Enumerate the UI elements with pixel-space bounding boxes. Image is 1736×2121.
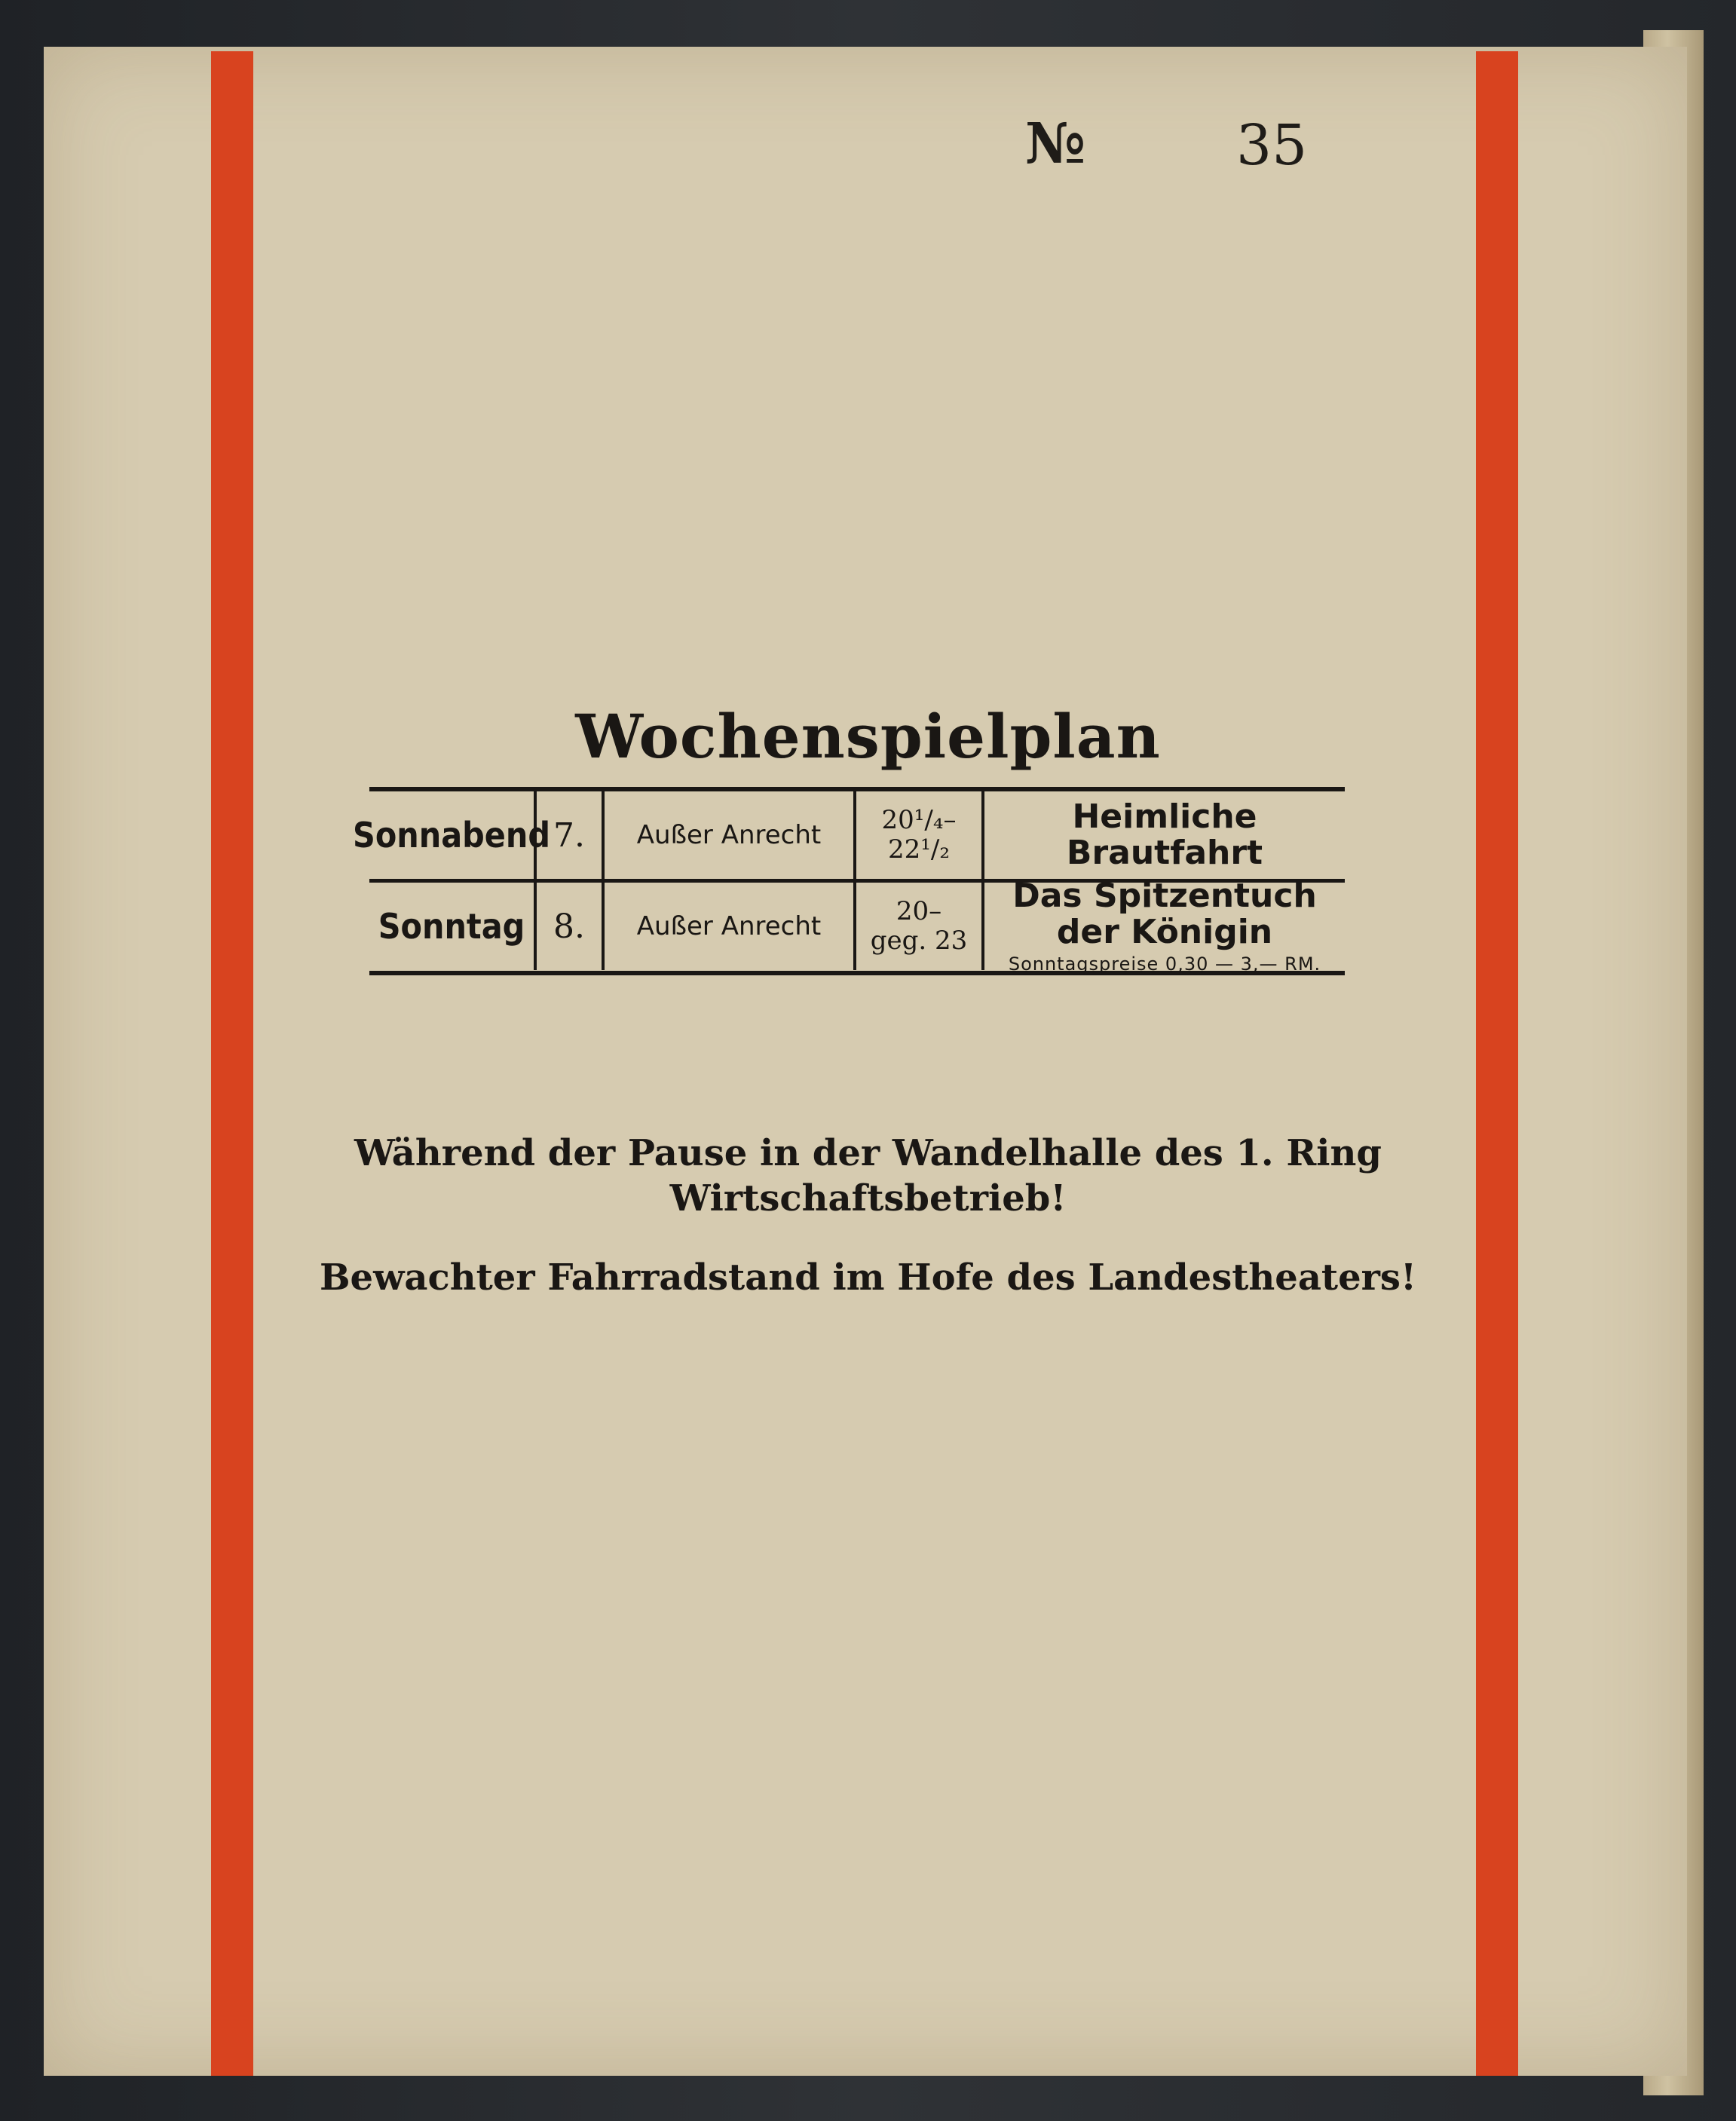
notice-bicycle-stand: Bewachter Fahrradstand im Hofe des Landestheaters! (319, 1256, 1417, 1299)
row-date: 7. (537, 791, 605, 879)
red-border-stripe-right (1476, 51, 1518, 2076)
row-day: Sonntag (369, 883, 537, 970)
table-row (353, 791, 1345, 883)
row-play-title: Das Spitzentuch der Königin (1012, 876, 1317, 951)
row-time-start: 20– (896, 895, 942, 926)
row-time-start: 20¹/₄– (881, 804, 957, 835)
schedule-title: Wochenspielplan (575, 701, 1161, 772)
program-page (44, 47, 1687, 2076)
row-time-end: 22¹/₂ (888, 834, 950, 865)
notice-intermission-line1: Während der Pause in der Wandelhalle des 1. Ring (354, 1132, 1382, 1174)
row-play (984, 876, 1345, 975)
row-day: Sonnabend (369, 791, 537, 879)
row-time (856, 883, 984, 970)
row-subscription: Außer Anrecht (605, 883, 856, 970)
weekly-schedule-table (353, 787, 1345, 975)
row-time-end: geg. 23 (870, 926, 968, 956)
page-number: 35 (1236, 113, 1308, 178)
number-sign: № (1025, 112, 1088, 176)
red-border-stripe-left (211, 51, 253, 2076)
table-row (369, 876, 1345, 975)
row-play-title: Heimliche Brautfahrt (1066, 797, 1263, 872)
row-time (856, 791, 984, 879)
row-play (984, 791, 1345, 879)
row-subscription: Außer Anrecht (605, 791, 856, 879)
notice-intermission-line2: Wirtschaftsbetrieb! (669, 1177, 1067, 1220)
row-play-note: Sonntagspreise 0,30 — 3,— RM. (1008, 953, 1321, 975)
row-date: 8. (537, 883, 605, 970)
